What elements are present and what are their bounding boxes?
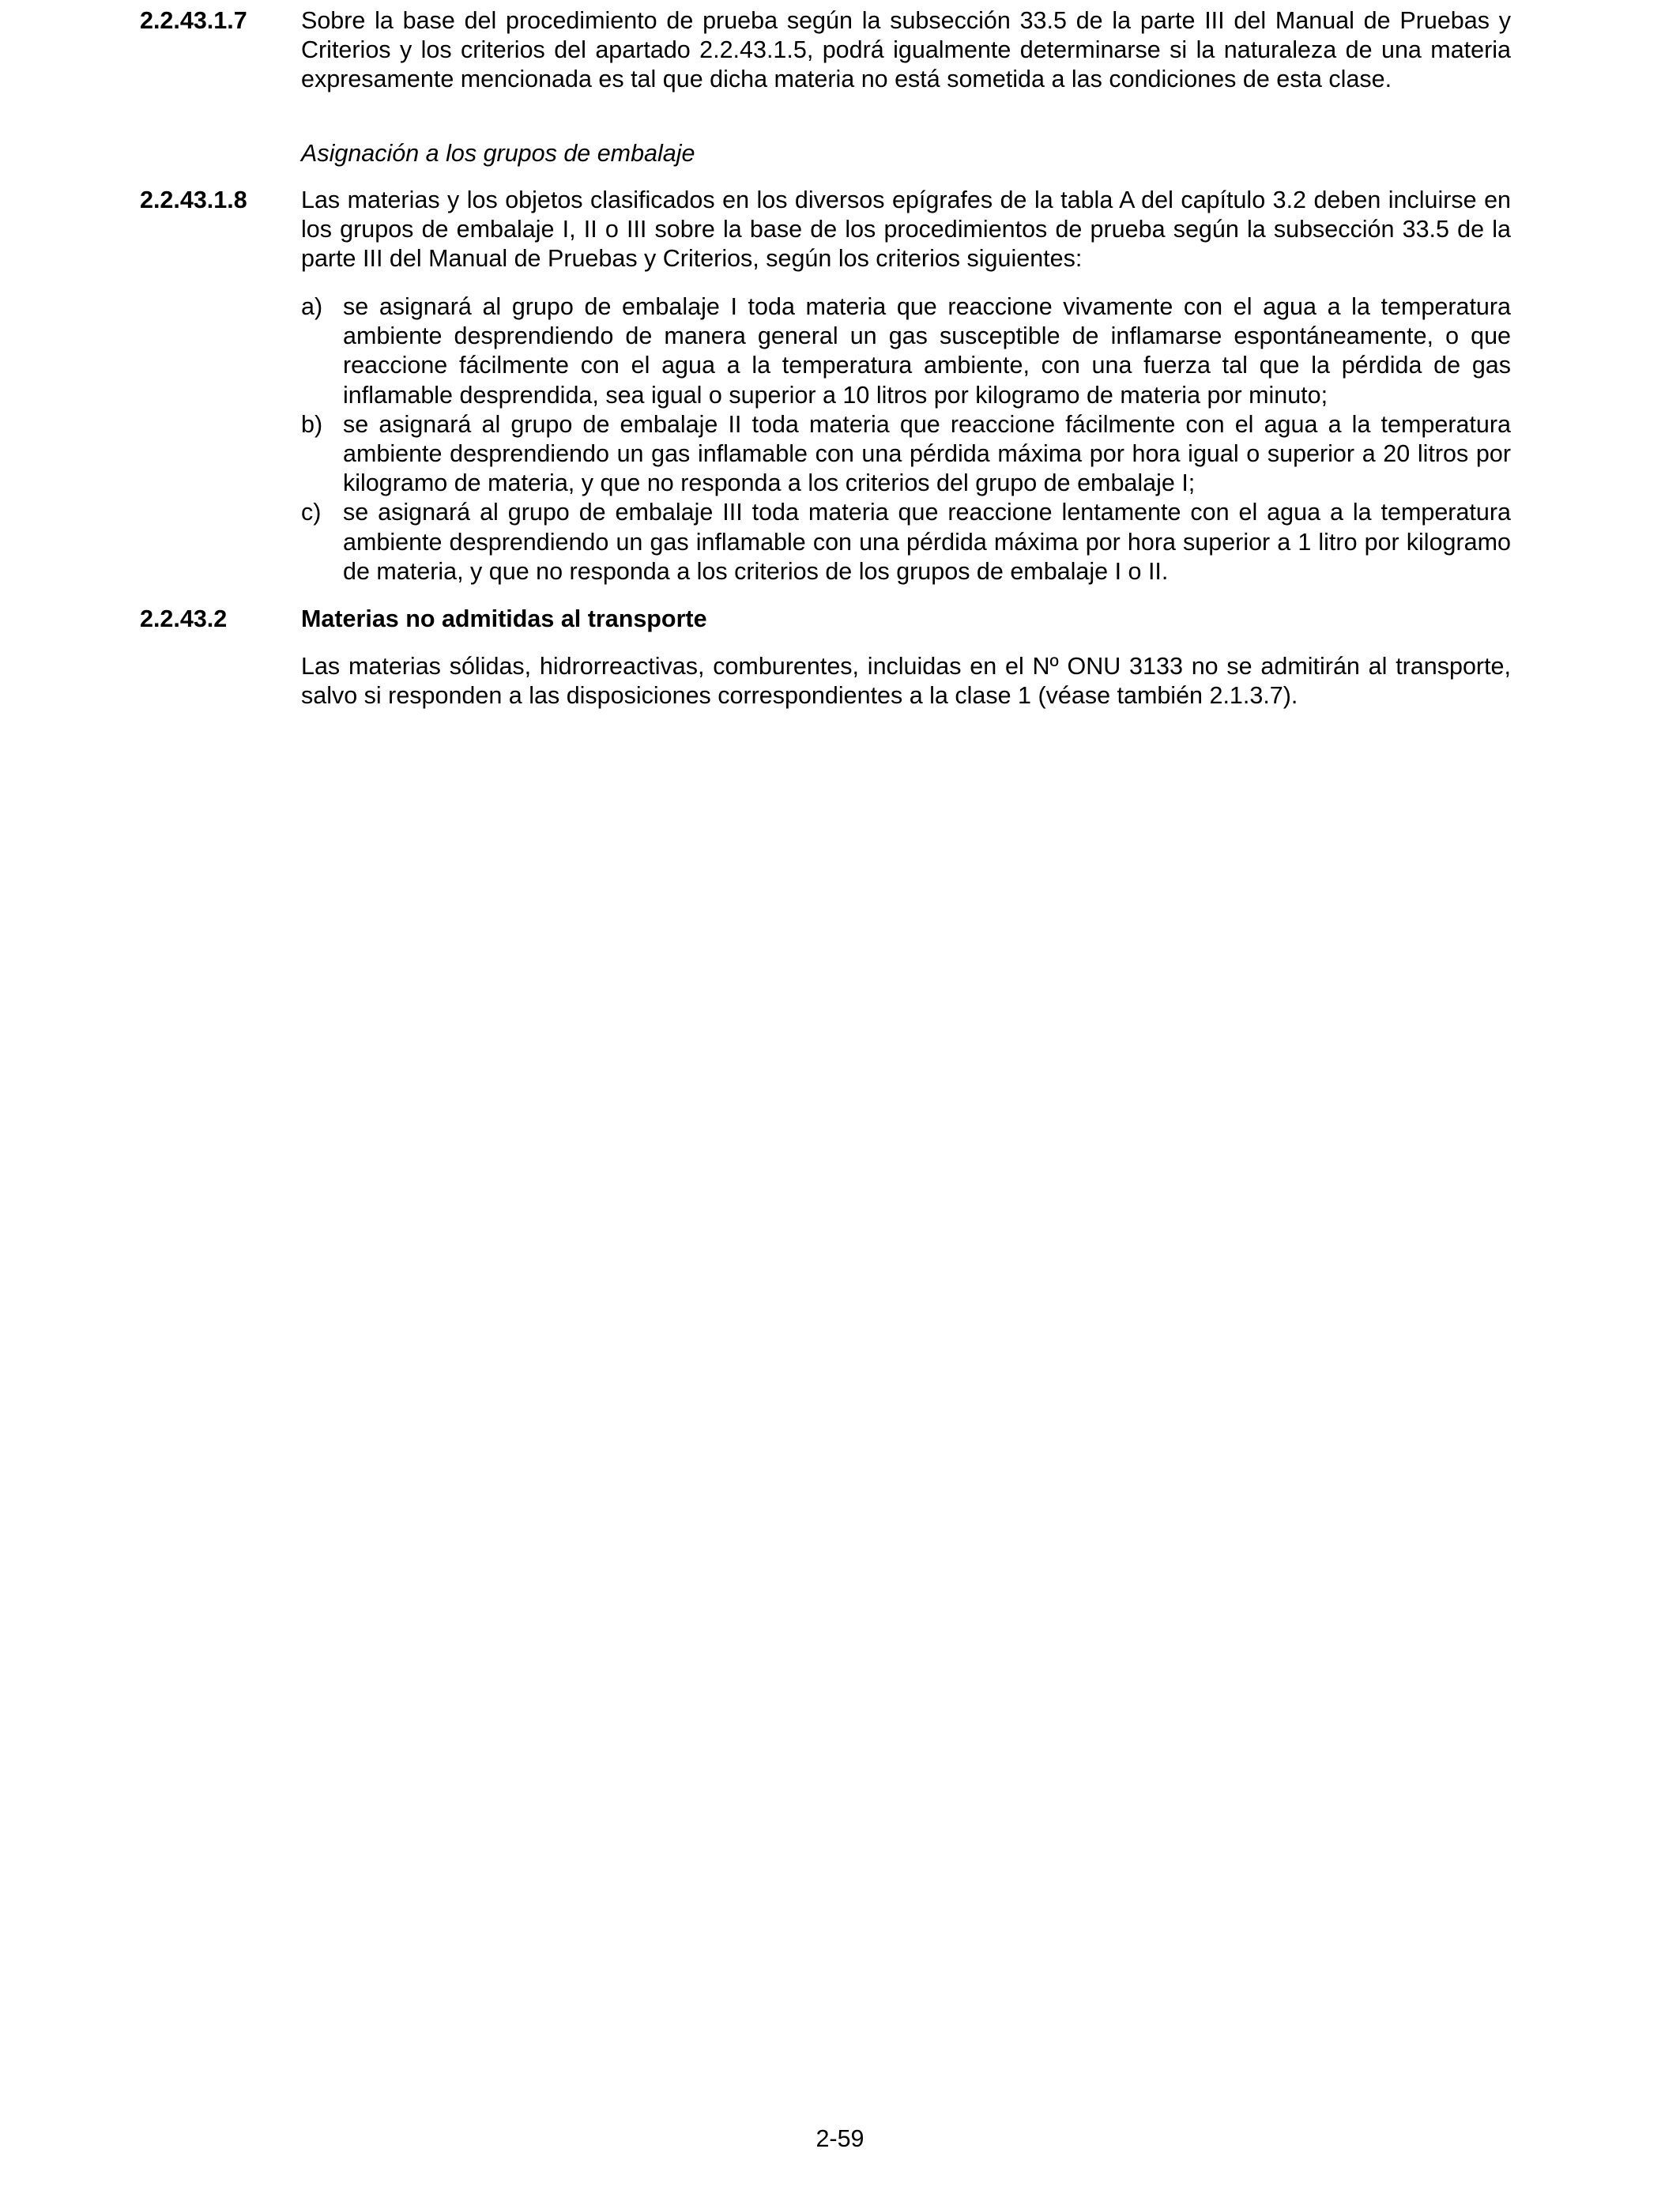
criteria-list-items [301, 292, 1511, 586]
section-paragraph: Las materias sólidas, hidrorreactivas, comburentes, incluidas en el Nº ONU 3133 no se admitirán al transporte, salvo si responden a las disposiciones correspondientes a la clase 1 (véase también 2.1.3.7). [301, 653, 1511, 710]
page-number: 2-59 [816, 2125, 864, 2152]
subheading-packing-groups: Asignación a los grupos de embalaje [301, 140, 695, 167]
list-item-letter: b) [301, 410, 323, 438]
list-item-text: se asignará al grupo de embalaje III toda materia que reaccione lentamente con el agua a la temperatura ambiente desprendiendo un gas inflamable con una pérdida máxima por hora superior a 1 litro por kilogramo de materia, y que no responda a los criterios de los grupos de embalaje I o II. [343, 499, 1511, 585]
section-number: 2.2.43.1.8 [140, 187, 247, 213]
list-item-letter: a) [301, 293, 323, 320]
section-paragraph: Sobre la base del procedimiento de prueba según la subsección 33.5 de la parte III del Manual de Pruebas y Criterios y los criterios del apartado 2.2.43.1.5, podrá igualmente determinarse si la naturaleza de una materia expresamente mencionada es tal que dicha materia no está sometida a las condiciones de esta clase. [301, 7, 1511, 93]
section-title: Materias no admitidas al transporte [301, 605, 707, 632]
list-item [301, 410, 1511, 499]
list-item-letter: c) [301, 499, 322, 526]
section-number: 2.2.43.2 [140, 605, 228, 632]
list-item [301, 498, 1511, 586]
list-item-text: se asignará al grupo de embalaje I toda materia que reaccione vivamente con el agua a la temperatura ambiente desprendiendo de manera general un gas susceptible de inflamarse espontáneamente, o que reaccione fácilmente con el agua a la temperatura ambiente, con una fuerza tal que la pérdida de gas inflamable desprendida, sea igual o superior a 10 litros por kilogramo de materia por minuto; [343, 293, 1511, 409]
section-paragraph: Las materias y los objetos clasificados en los diversos epígrafes de la tabla A del capítulo 3.2 deben incluirse en los grupos de embalaje I, II o III sobre la base de los procedimientos de prueba según la subsección 33.5 de la parte III del Manual de Pruebas y Criterios, según los criterios siguientes: [301, 187, 1511, 273]
section-number: 2.2.43.1.7 [140, 7, 247, 34]
list-item [301, 292, 1511, 410]
list-item-text: se asignará al grupo de embalaje II toda materia que reaccione fácilmente con el agua a la temperatura ambiente desprendiendo un gas inflamable con una pérdida máxima por hora igual o superior a 20 litros por kilogramo de materia, y que no responda a los criterios del grupo de embalaje I; [343, 410, 1511, 497]
